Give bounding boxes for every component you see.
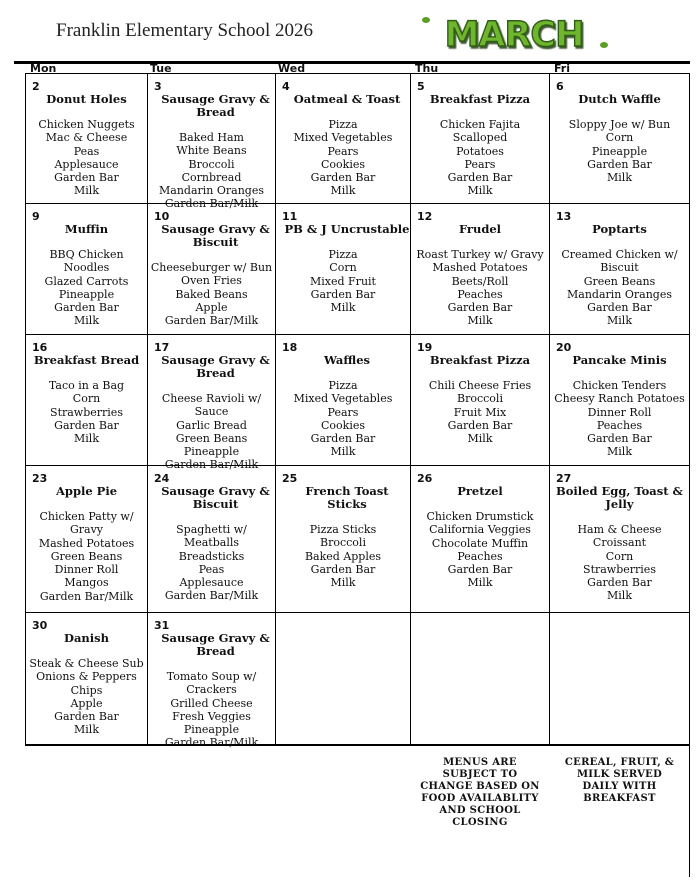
lunch-item: Garden Bar xyxy=(447,418,513,432)
lunch-menu-list xyxy=(276,118,410,198)
lunch-item: Milk xyxy=(330,576,356,590)
lunch-item: Baked Apples xyxy=(304,549,382,563)
day-number: 20 xyxy=(556,341,572,354)
lunch-menu-list xyxy=(26,248,147,328)
day-cell-4 xyxy=(275,73,410,204)
lunch-item: Steak & Cheese Sub xyxy=(29,657,144,670)
lunch-item: Milk xyxy=(330,184,356,198)
header-divider xyxy=(14,61,690,64)
lunch-item: Milk xyxy=(330,301,356,315)
lunch-item: Chicken Fajita xyxy=(439,118,521,131)
day-number: 18 xyxy=(282,341,298,354)
lunch-item: Garden Bar/Milk xyxy=(164,458,259,472)
lunch-item: Peaches xyxy=(596,418,643,432)
breakfast-item: Pretzel xyxy=(457,484,503,498)
lunch-item: Apple xyxy=(70,696,103,710)
day-number: 30 xyxy=(32,619,48,632)
lunch-item: Scalloped xyxy=(452,131,508,145)
lunch-item: Pizza Sticks xyxy=(309,523,377,536)
lunch-menu-list xyxy=(411,248,549,328)
lunch-item: Garlic Bread xyxy=(176,418,247,432)
lunch-menu-list xyxy=(148,261,275,327)
lunch-item: Garden Bar xyxy=(447,301,513,315)
lunch-menu-list xyxy=(148,131,275,211)
day-number: 19 xyxy=(417,341,433,354)
march-logo xyxy=(420,12,608,54)
lunch-item: Garden Bar xyxy=(587,432,652,446)
lunch-menu-list xyxy=(276,248,410,314)
lunch-item: Corn xyxy=(329,261,357,275)
empty-note-cell xyxy=(147,745,275,746)
breakfast-item: Boiled Egg, Toast & Jelly xyxy=(556,484,683,511)
lunch-item: Corn xyxy=(605,131,634,145)
lunch-item: Milk xyxy=(607,589,632,603)
lunch-item: Mandarin Oranges xyxy=(567,287,672,301)
breakfast-item: Muffin xyxy=(64,222,109,236)
lunch-item: Ham & Cheese xyxy=(577,523,662,536)
lunch-item: Mixed Vegetables xyxy=(293,392,393,406)
menu-change-note: MENUS ARE SUBJECT TO CHANGE BASED ON FOOD AVAILABLITY AND SCHOOL CLOSING xyxy=(420,757,540,828)
lunch-item: Glazed Carrots xyxy=(44,274,129,288)
lunch-item: Garden Bar/Milk xyxy=(164,589,259,603)
day-cell-9 xyxy=(25,204,147,335)
lunch-item: Garden Bar xyxy=(54,301,119,315)
lunch-item: BBQ Chicken xyxy=(49,248,124,261)
lunch-item: Pineapple xyxy=(58,287,115,301)
day-cell-24 xyxy=(147,466,275,613)
lunch-item: Garden Bar/Milk xyxy=(164,736,259,750)
lunch-menu-list xyxy=(550,523,689,603)
lunch-item: Fresh Veggies xyxy=(172,709,251,723)
breakfast-item: Sausage Gravy & Biscuit xyxy=(161,484,270,511)
lunch-item: Milk xyxy=(467,314,493,328)
lunch-item: Cheese Ravioli w/ xyxy=(161,392,262,405)
lunch-item: Cornbread xyxy=(181,170,242,184)
lunch-item: California Veggies xyxy=(429,523,531,537)
lunch-menu-list xyxy=(411,510,549,590)
lunch-item: Garden Bar/Milk xyxy=(39,589,134,603)
day-cell-18 xyxy=(275,335,410,466)
breakfast-item: Danish xyxy=(64,631,109,645)
lunch-item: Cookies xyxy=(321,418,365,432)
day-number: 5 xyxy=(417,80,425,93)
lunch-item: Garden Bar xyxy=(310,287,376,301)
lunch-menu-list xyxy=(276,379,410,459)
lunch-menu-list xyxy=(26,510,147,603)
day-number: 11 xyxy=(282,210,298,223)
lunch-item: Corn xyxy=(72,392,101,406)
day-number: 13 xyxy=(556,210,572,223)
day-number: 2 xyxy=(32,80,40,93)
lunch-item: Green Beans xyxy=(583,274,656,288)
lunch-item: Milk xyxy=(607,445,632,459)
lunch-menu-list xyxy=(550,379,689,459)
breakfast-item: Sausage Gravy & Bread xyxy=(161,92,270,119)
lunch-item: Sauce xyxy=(194,405,229,419)
lunch-item: Gravy xyxy=(69,523,104,537)
breakfast-item: Sausage Gravy & Bread xyxy=(161,353,270,380)
day-number: 12 xyxy=(417,210,433,223)
lunch-item: Peaches xyxy=(457,549,503,563)
breakfast-item: PB & J Uncrustable xyxy=(284,222,410,236)
lunch-item: Mandarin Oranges xyxy=(159,184,264,198)
lunch-item: Pizza xyxy=(328,248,358,261)
day-number: 23 xyxy=(32,472,48,485)
lunch-item: Garden Bar xyxy=(310,562,376,576)
lunch-item: Chicken Tenders xyxy=(572,379,667,392)
lunch-item: Creamed Chicken w/ xyxy=(561,248,678,261)
lunch-item: Apple xyxy=(195,300,228,314)
lunch-item: Garden Bar/Milk xyxy=(164,197,259,211)
empty-day-cell xyxy=(549,613,689,745)
day-number: 4 xyxy=(282,80,290,93)
breakfast-item: Donut Holes xyxy=(46,92,127,106)
lunch-item: Taco in a Bag xyxy=(48,379,125,392)
day-cell-6 xyxy=(549,73,689,204)
lunch-item: Baked Beans xyxy=(175,287,248,301)
lunch-item: Pineapple xyxy=(183,723,240,737)
day-number: 25 xyxy=(282,472,298,485)
breakfast-item: Frudel xyxy=(458,222,502,236)
lunch-item: Corn xyxy=(605,549,634,563)
lunch-item: Green Beans xyxy=(50,549,123,563)
lunch-item: Chicken Patty w/ xyxy=(39,510,134,523)
breakfast-note: CEREAL, FRUIT, & MILK SERVED DAILY WITH BREAKFAST xyxy=(564,757,675,804)
lunch-item: Mixed Vegetables xyxy=(293,131,393,145)
day-cell-11 xyxy=(275,204,410,335)
lunch-item: Garden Bar xyxy=(54,710,119,724)
lunch-item: Meatballs xyxy=(183,536,240,550)
day-cell-23 xyxy=(25,466,147,613)
lunch-menu-list xyxy=(550,118,689,184)
lunch-item: Mashed Potatoes xyxy=(38,536,135,550)
empty-day-cell xyxy=(275,613,410,745)
lunch-menu-list xyxy=(411,118,549,198)
lunch-item: Milk xyxy=(330,445,356,459)
breakfast-item: Dutch Waffle xyxy=(578,92,661,106)
lunch-item: Sloppy Joe w/ Bun xyxy=(568,118,671,131)
lunch-item: Pears xyxy=(327,405,359,419)
lunch-item: Peas xyxy=(73,144,100,158)
lunch-item: Garden Bar xyxy=(54,418,119,432)
lunch-item: Onions & Peppers xyxy=(36,670,137,684)
breakfast-item: Pancake Minis xyxy=(572,353,667,367)
lunch-item: Baked Ham xyxy=(179,131,244,144)
day-cell-26 xyxy=(410,466,549,613)
day-cell-31 xyxy=(147,613,275,750)
day-cell-30 xyxy=(25,613,147,745)
lunch-item: Chicken Drumstick xyxy=(426,510,534,523)
lunch-item: Pears xyxy=(464,157,496,171)
lunch-item: Pears xyxy=(327,144,359,158)
lunch-item: Green Beans xyxy=(175,431,248,445)
day-cell-12 xyxy=(410,204,549,335)
day-cell-16 xyxy=(25,335,147,466)
lunch-item: Tomato Soup w/ xyxy=(166,670,257,683)
day-cell-10 xyxy=(147,204,275,335)
lunch-item: Spaghetti w/ xyxy=(176,523,247,536)
lunch-item: Garden Bar xyxy=(54,171,119,185)
lunch-item: Milk xyxy=(467,432,493,446)
day-cell-19 xyxy=(410,335,549,466)
day-number: 10 xyxy=(154,210,170,223)
weekday-header-thu: Thu xyxy=(415,62,439,75)
lunch-item: Breadsticks xyxy=(178,549,245,563)
lunch-item: Chicken Nuggets xyxy=(38,118,135,131)
day-number: 31 xyxy=(154,619,170,632)
lunch-item: Broccoli xyxy=(320,536,366,550)
lunch-item: Garden Bar xyxy=(587,576,652,590)
lunch-item: Pineapple xyxy=(183,445,240,459)
lunch-menu-list xyxy=(26,379,147,445)
lunch-item: Applesauce xyxy=(54,157,119,171)
page-title: Franklin Elementary School 2026 xyxy=(56,20,313,41)
lunch-item: Milk xyxy=(74,723,99,737)
lunch-item: Mixed Fruit xyxy=(310,274,376,288)
lunch-item: Mac & Cheese xyxy=(45,131,128,145)
lunch-item: Milk xyxy=(607,314,632,328)
weekday-header-mon: Mon xyxy=(30,62,57,75)
lunch-item: Beets/Roll xyxy=(451,274,509,288)
lunch-item: Garden Bar xyxy=(310,171,376,185)
lunch-item: Pineapple xyxy=(591,144,648,158)
lunch-menu-list xyxy=(550,248,689,328)
menu-change-note-cell xyxy=(410,745,549,828)
breakfast-item: Breakfast Pizza xyxy=(429,353,531,367)
breakfast-item: Breakfast Pizza xyxy=(429,92,531,106)
weekday-header-tue: Tue xyxy=(150,62,172,75)
weekday-header-wed: Wed xyxy=(278,62,306,75)
lunch-item: Applesauce xyxy=(179,576,244,590)
lunch-item: Potatoes xyxy=(456,144,504,158)
day-cell-13 xyxy=(549,204,689,335)
lunch-item: Dinner Roll xyxy=(54,563,119,577)
lunch-menu-list xyxy=(26,657,147,737)
day-cell-3 xyxy=(147,73,275,211)
lunch-item: Mashed Potatoes xyxy=(432,261,528,275)
day-number: 3 xyxy=(154,80,162,93)
lunch-item: Garden Bar xyxy=(447,171,513,185)
lunch-item: Broccoli xyxy=(457,392,503,406)
lunch-item: Noodles xyxy=(63,261,110,275)
lunch-item: Peaches xyxy=(457,287,503,301)
lunch-item: Roast Turkey w/ Gravy xyxy=(416,248,544,261)
lunch-item: Fruit Mix xyxy=(453,405,507,419)
lunch-menu-list xyxy=(411,379,549,445)
day-cell-27 xyxy=(549,466,689,613)
lunch-item: Cheesy Ranch Potatoes xyxy=(554,392,685,406)
lunch-item: Milk xyxy=(74,184,99,198)
lunch-item: Garden Bar xyxy=(447,563,513,577)
breakfast-item: Oatmeal & Toast xyxy=(293,92,401,106)
lunch-item: Dinner Roll xyxy=(587,405,652,419)
lunch-item: Milk xyxy=(74,432,99,446)
day-number: 6 xyxy=(556,80,564,93)
lunch-item: Grilled Cheese xyxy=(170,696,253,710)
breakfast-item: French Toast Sticks xyxy=(305,484,389,511)
day-cell-5 xyxy=(410,73,549,204)
lunch-item: Chips xyxy=(70,683,103,697)
lunch-item: Pizza xyxy=(328,379,358,392)
lunch-item: Garden Bar xyxy=(587,301,652,315)
lunch-item: White Beans xyxy=(176,144,247,158)
breakfast-item: Poptarts xyxy=(592,222,647,236)
day-number: 16 xyxy=(32,341,48,354)
empty-note-cell xyxy=(25,745,147,746)
lunch-menu-list xyxy=(148,670,275,750)
lunch-menu-list xyxy=(26,118,147,198)
lunch-menu-list xyxy=(148,392,275,472)
day-number: 26 xyxy=(417,472,433,485)
lunch-item: Peas xyxy=(198,562,225,576)
breakfast-note-cell xyxy=(549,745,689,804)
lunch-item: Biscuit xyxy=(600,261,639,275)
breakfast-item: Sausage Gravy & Biscuit xyxy=(161,222,270,249)
day-cell-25 xyxy=(275,466,410,613)
lunch-menu-list xyxy=(276,523,410,589)
empty-note-cell xyxy=(275,745,410,746)
lunch-menu-list xyxy=(148,523,275,603)
day-number: 17 xyxy=(154,341,170,354)
lunch-item: Garden Bar xyxy=(587,157,652,171)
day-cell-17 xyxy=(147,335,275,472)
lunch-item: Strawberries xyxy=(50,405,123,419)
lunch-item: Strawberries xyxy=(583,562,656,576)
lunch-item: Pizza xyxy=(328,118,358,131)
lunch-item: Croissant xyxy=(592,536,647,550)
lunch-item: Garden Bar/Milk xyxy=(164,314,259,328)
lunch-item: Cheeseburger w/ Bun xyxy=(150,261,273,274)
lunch-item: Chili Cheese Fries xyxy=(428,379,532,392)
lunch-item: Cookies xyxy=(321,157,365,171)
day-number: 24 xyxy=(154,472,170,485)
day-cell-20 xyxy=(549,335,689,466)
breakfast-item: Apple Pie xyxy=(55,484,118,498)
day-cell-2 xyxy=(25,73,147,204)
lunch-item: Garden Bar xyxy=(310,432,376,446)
lunch-item: Milk xyxy=(74,314,99,328)
lunch-item: Crackers xyxy=(186,683,237,697)
lunch-item: Oven Fries xyxy=(181,274,242,288)
weekday-header-fri: Fri xyxy=(554,62,571,75)
lunch-item: Milk xyxy=(467,576,493,590)
lunch-item: Milk xyxy=(467,184,493,198)
calendar-grid xyxy=(25,73,690,877)
day-number: 9 xyxy=(32,210,40,223)
lunch-item: Milk xyxy=(607,171,632,185)
lunch-item: Chocolate Muffin xyxy=(431,536,529,550)
breakfast-item: Breakfast Bread xyxy=(33,353,140,367)
day-number: 27 xyxy=(556,472,572,485)
lunch-item: Mangos xyxy=(64,576,109,590)
lunch-item: Broccoli xyxy=(188,157,235,171)
breakfast-item: Waffles xyxy=(324,353,370,367)
march-logo-text: MARCH xyxy=(444,15,584,54)
empty-day-cell xyxy=(410,613,549,745)
breakfast-item: Sausage Gravy & Bread xyxy=(161,631,270,658)
